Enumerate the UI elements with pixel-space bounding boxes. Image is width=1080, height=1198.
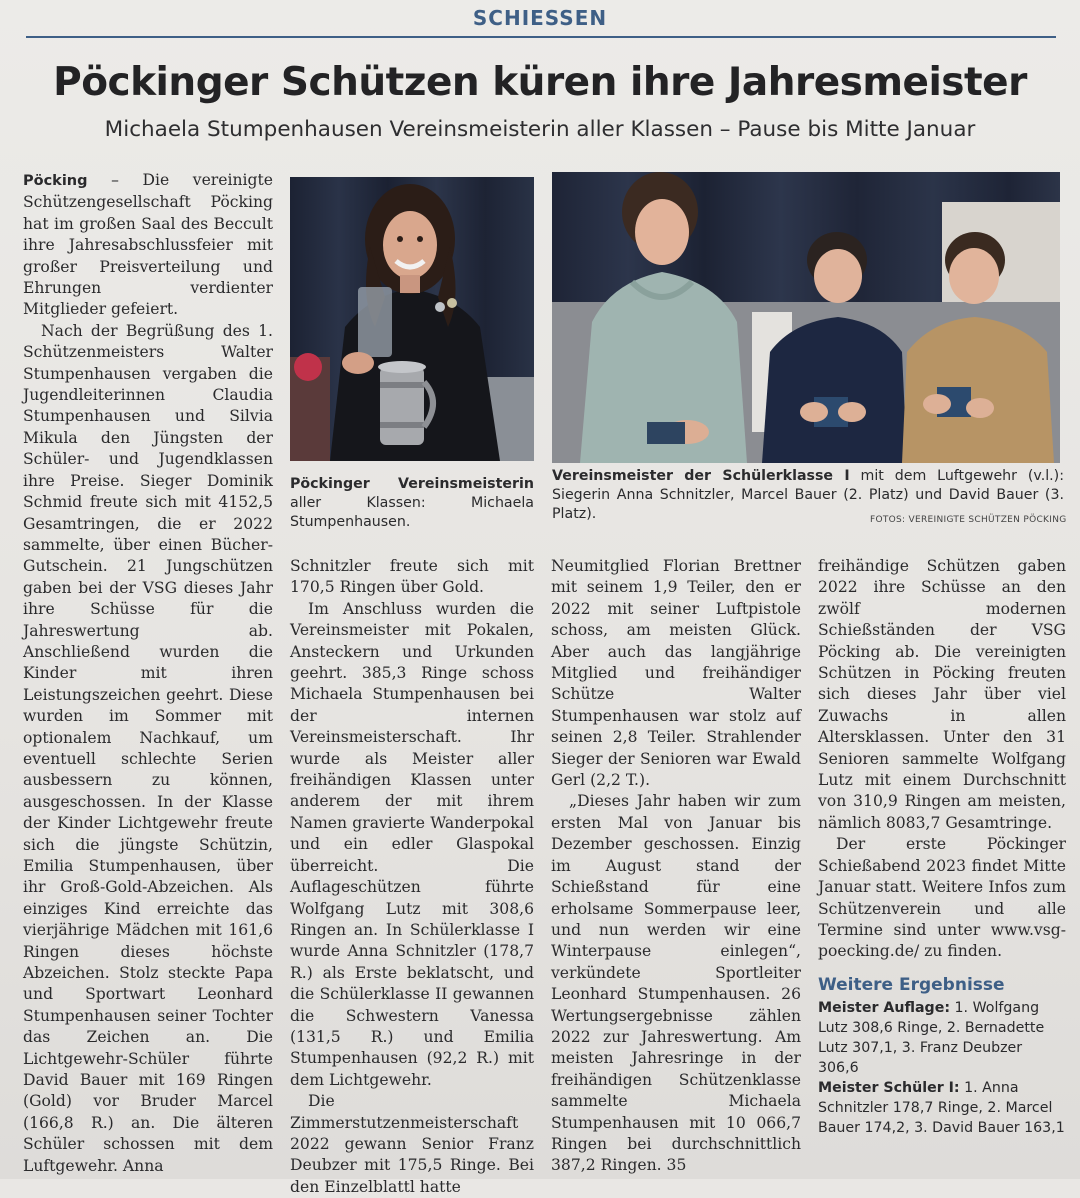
caption-2-bold: Vereinsmeister der Schülerklasse I	[552, 468, 850, 484]
caption-1-bold: Pöckinger Vereinsmeisterin	[290, 476, 534, 492]
section-rule	[26, 36, 1056, 38]
results-meister-auflage	[818, 998, 1066, 1078]
results-text-auflage: 1. Wolfgang Lutz 308,6 Ringe, 2. Bernadette Lutz 307,1, 3. Franz Deubzer 306,6	[818, 1000, 1045, 1077]
photo-vereinsmeisterin	[290, 177, 534, 461]
photo-schuelerklasse	[552, 172, 1060, 463]
caption-photo-1	[290, 475, 534, 532]
caption-2-text: mit dem Luftgewehr (v.l.): Siegerin Anna Schnitzler, Marcel Bauer (2. Platz) und David Bauer (3. Platz).	[552, 468, 1064, 522]
paragraph-5: Die Zimmerstutzenmeisterschaft 2022 gewann Senior Franz Deubzer mit 175,5 Ringe. Bei den Einzelblattl hatte	[290, 1092, 534, 1196]
subheadline: Michaela Stumpenhausen Vereinsmeisterin aller Klassen – Pause bis Mitte Januar	[104, 117, 976, 142]
paragraph-3: Schnitzler freute sich mit 170,5 Ringen über Gold.	[290, 557, 534, 597]
results-label-schueler: Meister Schüler I:	[818, 1080, 960, 1097]
results-text-schueler: 1. Anna Schnitzler 178,7 Ringe, 2. Marcel Bauer 174,2, 3. David Bauer 163,1	[818, 1080, 1065, 1137]
photo-credit: FOTOS: VEREINIGTE SCHÜTZEN PÖCKING	[870, 515, 1067, 525]
article-column-4	[818, 556, 1066, 1138]
caption-1-text: aller Klassen: Michaela Stumpenhausen.	[290, 495, 534, 530]
paragraph-1	[23, 170, 273, 321]
paragraph-6: Neumitglied Florian Brettner mit seinem 1,9 Teiler, den er 2022 mit seiner Luftpistole schoss, am meisten Glück. Aber auch das langjährige Mitglied und freihändiger Schütze Walter Stumpenhausen war stolz auf seinen 2,8 Teiler. Strahlender Sieger der Senioren war Ewald Gerl (2,2 T.).	[551, 557, 801, 790]
article-column-2	[290, 556, 534, 1198]
paragraph-8: freihändige Schützen gaben 2022 ihre Schüsse an den zwölf modernen Schießständen der VSG Pöcking ab. Die vereinigten Schützen in Pöcking freuten sich dieses Jahr über viel Zuwachs in allen Altersklassen. Unter den 31 Senioren sammelte Wolfgang Lutz mit einem Durchschnitt von 310,9 Ringen am meisten, nämlich 8083,7 Gesamtringe.	[818, 557, 1066, 832]
article-column-1	[23, 170, 273, 1177]
dateline: Pöcking	[23, 173, 88, 189]
article-column-3	[551, 556, 801, 1177]
results-label-auflage: Meister Auflage:	[818, 1000, 951, 1017]
paragraph-1-text: – Die vereinigte Schützengesellschaft Pöcking hat im großen Saal des Beccult ihre Jahresabschlussfeier mit großer Preisverteilung und Ehrungen verdienter Mitglieder gefeiert.	[23, 171, 273, 319]
headline: Pöckinger Schützen küren ihre Jahresmeister	[53, 60, 1027, 105]
results-meister-schueler	[818, 1078, 1066, 1138]
paragraph-4: Im Anschluss wurden die Vereinsmeister mit Pokalen, Ansteckern und Urkunden geehrt. 385,3 Ringe schoss Michaela Stumpenhausen bei der internen Vereinsmeisterschaft. Ihr wurde als Meister aller freihändigen Klassen unter anderem der mit ihrem Namen gravierte Wanderpokal und ein edler Glaspokal überreicht. Die Auflageschützen führte Wolfgang Lutz mit 308,6 Ringen an. In Schülerklasse I wurde Anna Schnitzler (178,7 R.) als Erste beklatscht, und die Schülerklasse II gewannen die Schwestern Vanessa (131,5 R.) und Emilia Stumpenhausen (92,2 R.) mit dem Lichtgewehr.	[290, 599, 534, 1089]
paragraph-9: Der erste Pöckinger Schießabend 2023 findet Mitte Januar statt. Weitere Infos zum Schützenverein und alle Termine sind unter www.vsg-poecking.de/ zu finden.	[818, 835, 1066, 961]
results-heading: Weitere Ergebnisse	[818, 974, 1005, 995]
paragraph-2: Nach der Begrüßung des 1. Schützenmeisters Walter Stumpenhausen vergaben die Jugendleiterinnen Claudia Stumpenhausen und Silvia Mikula den Jüngsten der Schüler- und Jugendklassen ihre Preise. Sieger Dominik Schmid freute sich mit 4152,5 Gesamtringen, die er 2022 sammelte, über einen Bücher-Gutschein. 21 Jungschützen gaben bei der VSG dieses Jahr ihre Schüsse für die Jahreswertung ab. Anschließend wurden die Kinder mit ihren Leistungszeichen geehrt. Diese wurden im Sommer mit optionalem Nachkauf, um eventuell schlechte Serien ausbessern zu können, ausgeschossen. In der Klasse der Kinder Lichtgewehr freute sich die jüngste Schützin, Emilia Stumpenhausen, über ihr Groß-Gold-Abzeichen. Als einziges Kind erreichte das vierjährige Mädchen mit 161,6 Ringen dieses höchste Abzeichen. Stolz steckte Papa und Sportwart Leonhard Stumpenhausen seiner Tochter das Zeichen an. Die Lichtgewehr-Schüler führte David Bauer mit 169 Ringen (Gold) vor Bruder Marcel (166,8 R.) an. Die älteren Schüler schossen mit dem Luftgewehr. Anna	[23, 321, 273, 1175]
paragraph-7: „Dieses Jahr haben wir zum ersten Mal von Januar bis Dezember geschossen. Einzig im August stand der Schießstand für eine erholsame Sommerpause leer, und nun werden wir eine Winterpause einlegen“, verkündete Sportleiter Leonhard Stumpenhausen. 26 Wertungsergebnisse zählen 2022 zur Jahreswertung. Am meisten Jahresringe in der freihändigen Schützenklasse sammelte Michaela Stumpenhausen mit 10 066,7 Ringen bei durchschnittlich 387,2 Ringen. 35	[551, 792, 801, 1175]
section-label: SCHIESSEN	[472, 6, 608, 30]
